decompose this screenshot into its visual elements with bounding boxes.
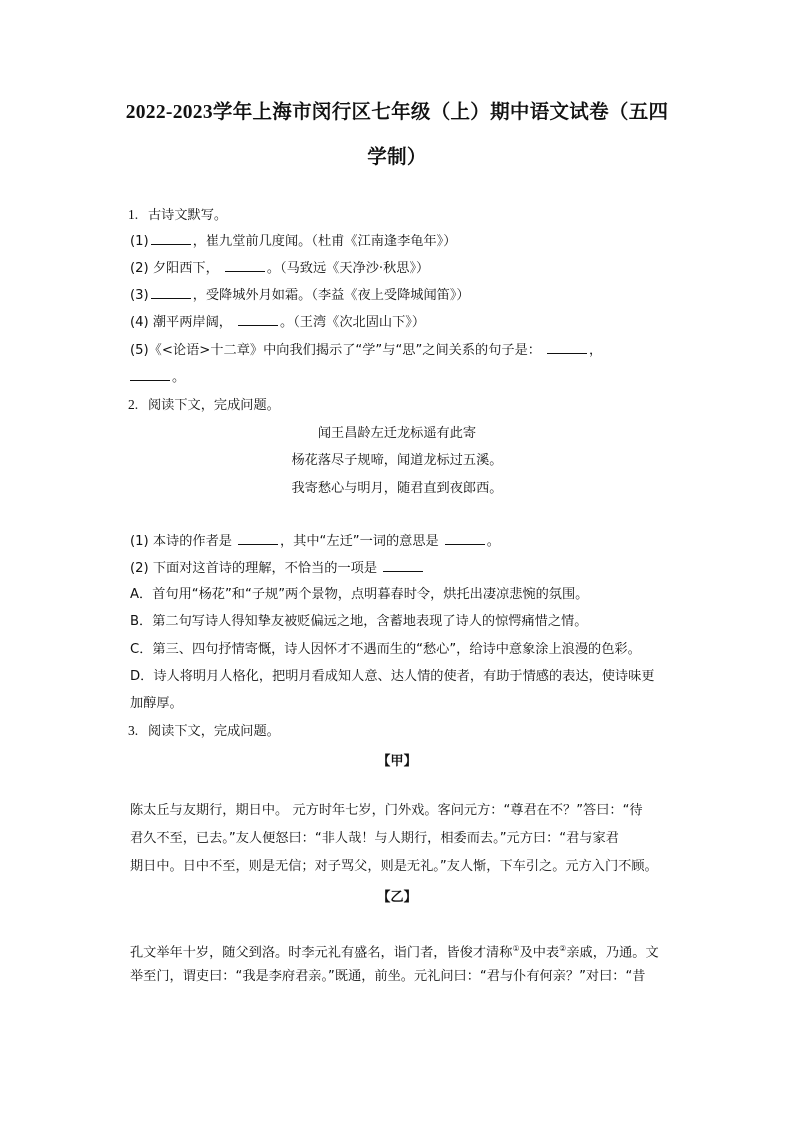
item-label: (5)《<论语>十二章》中向我们揭示了“学”与“思”之间关系的句子是： (130, 343, 541, 358)
passage-yi-line1 (130, 940, 659, 962)
answer-blank[interactable] (225, 259, 265, 272)
answer-blank[interactable] (151, 232, 191, 245)
answer-blank[interactable] (238, 532, 278, 545)
q2-sub-2 (130, 559, 425, 578)
answer-blank[interactable] (151, 286, 191, 299)
option-a: A．首句用“杨花”和“子规”两个景物，点明暮春时令，烘托出凄凉悲惋的氛围。 (130, 587, 589, 602)
item-label: (3) (130, 288, 149, 303)
option-d-line1: D．诗人将明月人格化，把明月看成知人意、达人情的使者，有助于情感的表达，使诗味更 (130, 669, 655, 684)
passage-jia-line2: 君久不至，已去。”友人便怒曰：“非人哉！与人期行，相委而去。”元方曰：“君与家君 (130, 831, 619, 846)
passage-text: 及中表 (519, 945, 560, 961)
passage-jia-line1: 陈太丘与友期行，期日中。 元方时年七岁，门外戏。客问元方：“尊君在不？”答曰：“待 (130, 803, 643, 818)
question-2-header (128, 396, 280, 415)
passage-yi-line2: 举至门，谓吏曰：“我是李府君亲。”既通，前坐。元礼问曰：“君与仆有何亲？”对曰：“昔 (130, 969, 646, 984)
item-label: (4) 潮平两岸阔， (130, 315, 232, 330)
answer-blank[interactable] (238, 313, 278, 326)
page-title-line1: 2022-2023学年上海市闵行区七年级（上）期中语文试卷（五四 (125, 102, 669, 123)
poem-title: 闻王昌龄左迁龙标遥有此寄 (317, 426, 477, 441)
question-number: 3. (128, 723, 139, 738)
q1-item-1 (130, 232, 456, 251)
item-label: (2) 夕阳西下， (130, 261, 219, 276)
item-text: ，受降城外月如霜。（李益《夜上受降城闻笛》） (192, 288, 470, 303)
page-title-line2: 学制） (367, 147, 427, 168)
item-text: 。（王湾《次北固山下》） (280, 315, 426, 330)
footnote-marker: ② (559, 944, 567, 953)
section-heading-jia: 【甲】 (377, 754, 417, 769)
passage-text: 亲戚，乃通。文 (566, 945, 659, 961)
option-b: B．第二句写诗人得知挚友被贬偏远之地，含蓄地表现了诗人的惊愕痛惜之情。 (130, 614, 588, 629)
question-3-header (128, 722, 280, 741)
footnote-marker: ① (512, 944, 520, 953)
q1-item-5-continued (130, 368, 185, 387)
item-text: (1) 本诗的作者是 (130, 534, 232, 549)
item-text: 。 (172, 370, 186, 385)
q2-sub-1 (130, 532, 500, 551)
q1-item-4 (130, 313, 425, 332)
answer-blank[interactable] (445, 532, 485, 545)
passage-jia-line3: 期日中。日中不至，则是无信；对子骂父，则是无礼。”友人惭，下车引之。元方入门不顾。 (130, 859, 658, 874)
question-1-header (128, 206, 227, 225)
option-d-line2: 加醇厚。 (130, 696, 183, 711)
item-text: ， (588, 343, 603, 358)
q1-item-3 (130, 286, 470, 305)
item-text: (2) 下面对这首诗的理解，不恰当的一项是 (130, 561, 378, 576)
question-number: 1. (128, 207, 139, 222)
item-text: 。（马致远《天净沙·秋思》） (266, 261, 430, 276)
item-label: (1) (130, 234, 149, 249)
poem-line-1: 杨花落尽子规啼，闻道龙标过五溪。 (291, 453, 503, 468)
question-prompt: 阅读下文，完成问题。 (148, 724, 280, 739)
question-prompt: 古诗文默写。 (148, 208, 228, 223)
option-c: C．第三、四句抒情寄慨，诗人因怀才不遇而生的“愁心”，给诗中意象涂上浪漫的色彩。 (130, 642, 641, 657)
question-number: 2. (128, 397, 139, 412)
question-prompt: 阅读下文，完成问题。 (148, 398, 280, 413)
poem-line-2: 我寄愁心与明月，随君直到夜郎西。 (291, 481, 503, 496)
q1-item-2 (130, 259, 429, 278)
item-text: 。 (486, 534, 500, 549)
passage-text: 孔文举年十岁，随父到洛。时李元礼有盛名，诣门者，皆俊才清称 (130, 945, 513, 961)
item-text: ，崔九堂前几度闻。（杜甫《江南逢李龟年》） (192, 234, 457, 249)
q1-item-5 (130, 341, 602, 360)
answer-blank[interactable] (547, 341, 587, 354)
section-heading-yi: 【乙】 (377, 890, 417, 905)
answer-blank[interactable] (130, 368, 170, 381)
answer-blank[interactable] (383, 559, 423, 572)
item-text: ，其中“左迁”一词的意思是 (280, 534, 439, 549)
